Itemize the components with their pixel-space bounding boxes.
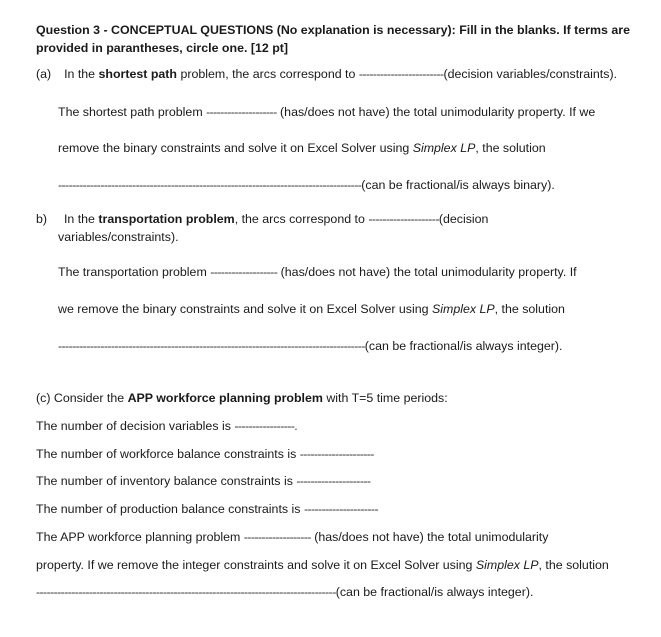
part-c-intro: (c) Consider the APP workforce planning problem with T=5 time periods: — [36, 391, 448, 405]
part-b-line-1b[interactable]: variables/constraints). — [58, 230, 179, 244]
choice-b1[interactable]: (decision — [438, 212, 489, 226]
part-a-line-3: remove the binary constraints and solve it on Excel Solver using Simplex LP, the solution — [58, 141, 546, 155]
blank-c3[interactable]: --------------------- — [296, 474, 371, 488]
part-c-line-7 — [36, 584, 533, 600]
blank-c2[interactable]: --------------------- — [299, 447, 374, 461]
choice-c5[interactable]: (has/does not have) the total unimodularity — [310, 530, 549, 544]
part-c-line-5: The APP workforce planning problem ------------------- (has/does not have) the total unimodularity — [36, 530, 549, 544]
blank-c7[interactable]: ------------------------------------------------------------------------------------- — [36, 585, 336, 599]
blank-b4[interactable]: --------------------------------------------------------------------------------------- — [58, 339, 365, 353]
part-c-line-3: The number of inventory balance constraints is --------------------- — [36, 474, 371, 488]
term-app-workforce: APP workforce planning problem — [127, 391, 323, 405]
part-a-line-2: The shortest path problem -------------------- (has/does not have) the total unimodularity property. If we — [58, 105, 596, 119]
part-c-line-4: The number of production balance constraints is --------------------- — [36, 502, 378, 516]
part-b-label: b) — [36, 212, 48, 226]
choice-a4[interactable]: (can be fractional/is always binary). — [361, 178, 555, 192]
blank-a4[interactable]: -------------------------------------------------------------------------------------- — [58, 178, 362, 192]
question-title-line-2: provided in parantheses, circle one. [12 pt] — [36, 41, 289, 55]
part-a-line-4 — [58, 177, 555, 193]
blank-c1[interactable]: -----------------. — [234, 419, 298, 433]
blank-c5[interactable]: ------------------- — [243, 530, 311, 544]
term-shortest-path: shortest path — [98, 67, 177, 81]
part-b-line-1: b) In the transportation problem, the arcs correspond to --------------------(decision — [36, 212, 489, 226]
blank-b2[interactable]: ------------------- — [210, 265, 278, 279]
choice-a1[interactable]: (decision variables/constraints). — [443, 67, 618, 81]
term-transportation-problem: transportation problem — [98, 212, 235, 226]
blank-b1[interactable]: -------------------- — [368, 212, 439, 226]
choice-a2[interactable]: (has/does not have) the total unimodularity property. If we — [276, 105, 596, 119]
blank-a2[interactable]: -------------------- — [206, 105, 277, 119]
part-b-line-3: we remove the binary constraints and solve it on Excel Solver using Simplex LP, the solution — [58, 302, 565, 316]
part-a-label: (a) — [36, 67, 52, 81]
choice-b2[interactable]: (has/does not have) the total unimodularity property. If — [277, 265, 577, 279]
part-c-line-2: The number of workforce balance constraints is --------------------- — [36, 447, 374, 461]
blank-c4[interactable]: --------------------- — [303, 502, 378, 516]
blank-a1[interactable]: ------------------------ — [358, 67, 444, 81]
part-b-line-4 — [58, 338, 562, 354]
choice-c7[interactable]: (can be fractional/is always integer). — [335, 585, 534, 599]
part-a-line-1: (a) In the shortest path problem, the arcs correspond to ------------------------(decision variables/constraints). — [36, 67, 618, 81]
choice-b4[interactable]: (can be fractional/is always integer). — [364, 339, 563, 353]
part-c-line-1: The number of decision variables is -----------------. — [36, 419, 298, 433]
question-title-line-1: Question 3 - CONCEPTUAL QUESTIONS (No explanation is necessary): Fill in the blanks. If terms are — [36, 23, 630, 37]
part-c-line-6: property. If we remove the integer constraints and solve it on Excel Solver using Simplex LP, the solution — [36, 558, 609, 572]
part-b-line-2: The transportation problem ------------------- (has/does not have) the total unimodularity property. If — [58, 265, 577, 279]
